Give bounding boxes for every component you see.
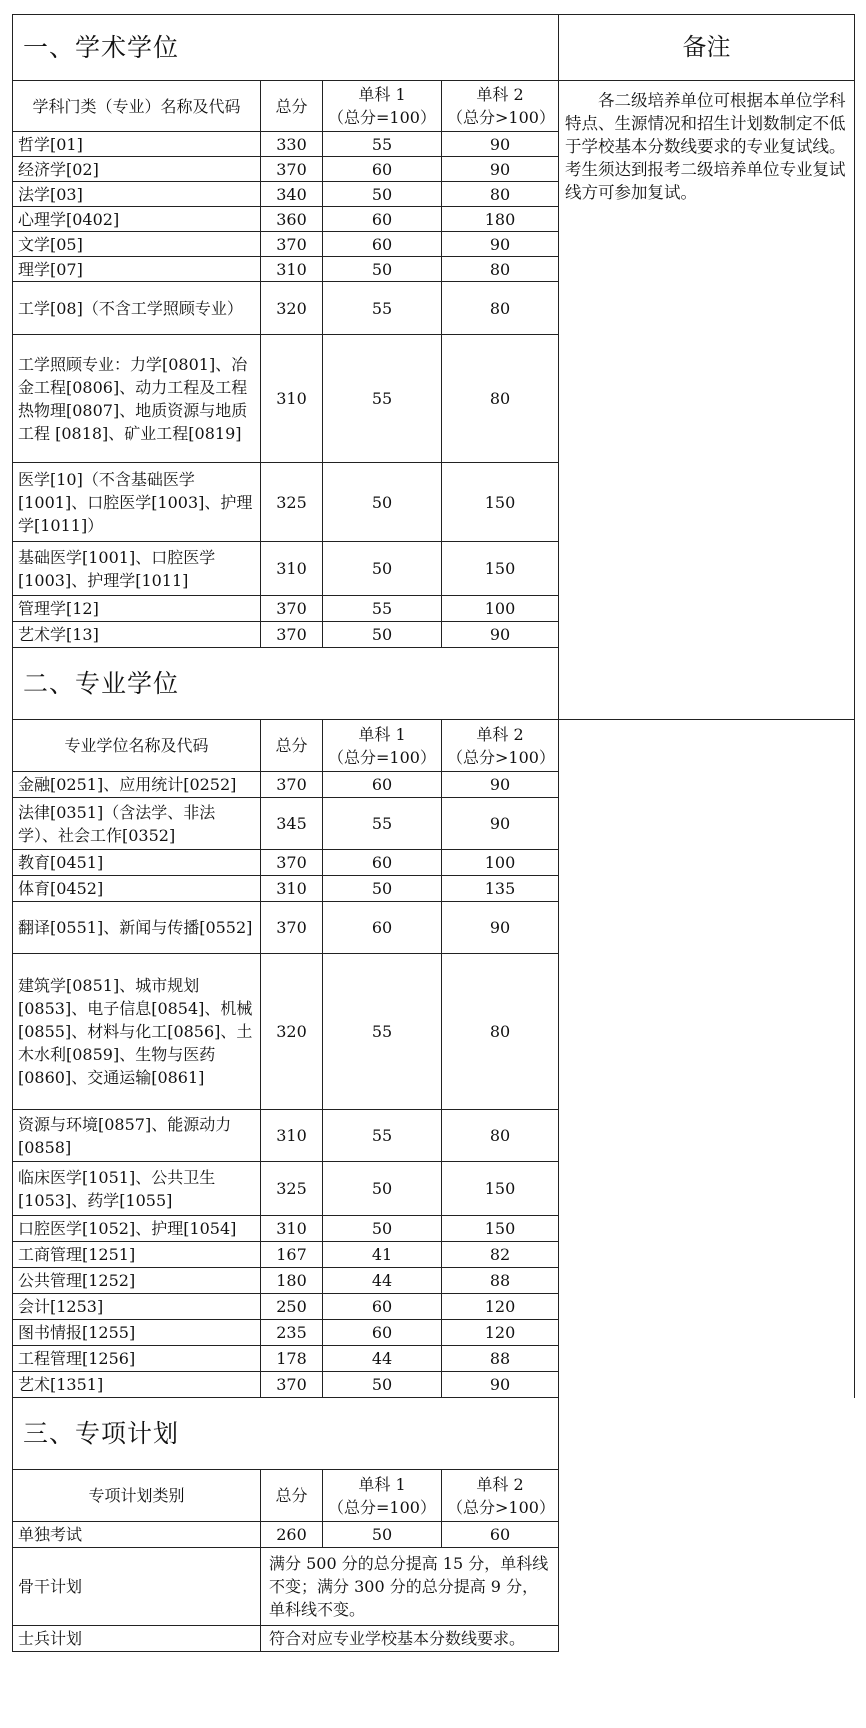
table-row bbox=[13, 1548, 855, 1626]
column-header-total: 总分 bbox=[261, 1470, 323, 1522]
single1-label: 单科 1 bbox=[358, 724, 406, 744]
row-name: 工程管理[1256] bbox=[13, 1346, 261, 1372]
score-table bbox=[12, 14, 855, 1652]
row-total: 370 bbox=[261, 850, 323, 876]
row-note: 符合对应专业学校基本分数线要求。 bbox=[261, 1626, 559, 1652]
row-single2: 90 bbox=[442, 622, 559, 648]
row-single2: 80 bbox=[442, 1110, 559, 1162]
row-total: 325 bbox=[261, 463, 323, 542]
single2-label: 单科 2 bbox=[476, 724, 524, 744]
row-name: 管理学[12] bbox=[13, 596, 261, 622]
row-name: 骨干计划 bbox=[13, 1548, 261, 1626]
row-total: 310 bbox=[261, 542, 323, 596]
row-total: 370 bbox=[261, 232, 323, 257]
section-title-special: 三、专项计划 bbox=[13, 1398, 559, 1470]
row-name: 医学[10]（不含基础医学[1001]、口腔医学[1003]、护理学[1011]） bbox=[13, 463, 261, 542]
row-single1: 60 bbox=[323, 157, 442, 182]
row-single2: 90 bbox=[442, 232, 559, 257]
single2-sub: （总分>100） bbox=[447, 108, 555, 127]
row-single2: 120 bbox=[442, 1294, 559, 1320]
row-single2: 90 bbox=[442, 157, 559, 182]
row-single1: 50 bbox=[323, 1162, 442, 1216]
table-row bbox=[13, 1162, 855, 1216]
row-name: 哲学[01] bbox=[13, 132, 261, 157]
row-single1: 44 bbox=[323, 1346, 442, 1372]
row-name: 资源与环境[0857]、能源动力[0858] bbox=[13, 1110, 261, 1162]
row-single1: 60 bbox=[323, 850, 442, 876]
row-name: 金融[0251]、应用统计[0252] bbox=[13, 772, 261, 798]
row-single1: 50 bbox=[323, 1522, 442, 1548]
table-row bbox=[13, 1320, 855, 1346]
row-name: 图书情报[1255] bbox=[13, 1320, 261, 1346]
row-single2: 100 bbox=[442, 596, 559, 622]
row-single2: 180 bbox=[442, 207, 559, 232]
row-single2: 90 bbox=[442, 772, 559, 798]
row-total: 178 bbox=[261, 1346, 323, 1372]
row-single1: 60 bbox=[323, 1294, 442, 1320]
row-name: 法律[0351]（含法学、非法学）、社会工作[0352] bbox=[13, 798, 261, 850]
row-single1: 60 bbox=[323, 207, 442, 232]
row-single1: 50 bbox=[323, 876, 442, 902]
row-single1: 41 bbox=[323, 1242, 442, 1268]
row-total: 370 bbox=[261, 596, 323, 622]
table-row bbox=[13, 798, 855, 850]
single2-label: 单科 2 bbox=[476, 85, 524, 104]
row-name: 公共管理[1252] bbox=[13, 1268, 261, 1294]
table-row bbox=[13, 902, 855, 954]
row-total: 370 bbox=[261, 622, 323, 648]
row-single2: 82 bbox=[442, 1242, 559, 1268]
row-total: 167 bbox=[261, 1242, 323, 1268]
column-header-total: 总分 bbox=[261, 720, 323, 772]
table-row bbox=[13, 1522, 855, 1548]
row-name: 翻译[0551]、新闻与传播[0552] bbox=[13, 902, 261, 954]
table-row bbox=[13, 772, 855, 798]
row-single2: 150 bbox=[442, 542, 559, 596]
row-single1: 55 bbox=[323, 798, 442, 850]
row-single2: 150 bbox=[442, 463, 559, 542]
row-total: 310 bbox=[261, 1110, 323, 1162]
row-single2: 80 bbox=[442, 335, 559, 463]
single1-sub: （总分=100） bbox=[328, 108, 436, 127]
table-row bbox=[13, 1242, 855, 1268]
row-total: 345 bbox=[261, 798, 323, 850]
remark-title: 备注 bbox=[559, 15, 855, 81]
column-header-single1 bbox=[323, 1470, 442, 1522]
row-total: 310 bbox=[261, 257, 323, 282]
row-single2: 150 bbox=[442, 1162, 559, 1216]
row-single2: 120 bbox=[442, 1320, 559, 1346]
column-header-single1 bbox=[323, 81, 442, 132]
table-row bbox=[13, 1372, 855, 1398]
single1-sub: （总分=100） bbox=[328, 1497, 436, 1517]
table-row bbox=[13, 1626, 855, 1652]
row-name: 文学[05] bbox=[13, 232, 261, 257]
row-single2: 90 bbox=[442, 132, 559, 157]
single1-sub: （总分=100） bbox=[328, 747, 436, 767]
row-name: 工商管理[1251] bbox=[13, 1242, 261, 1268]
row-name: 艺术[1351] bbox=[13, 1372, 261, 1398]
row-single2: 150 bbox=[442, 1216, 559, 1242]
row-total: 235 bbox=[261, 1320, 323, 1346]
row-total: 310 bbox=[261, 335, 323, 463]
row-single1: 55 bbox=[323, 335, 442, 463]
row-name: 法学[03] bbox=[13, 182, 261, 207]
row-name: 理学[07] bbox=[13, 257, 261, 282]
single2-sub: （总分>100） bbox=[447, 747, 555, 767]
row-name: 基础医学[1001]、口腔医学[1003]、护理学[1011] bbox=[13, 542, 261, 596]
column-header-single1 bbox=[323, 720, 442, 772]
row-single2: 88 bbox=[442, 1268, 559, 1294]
table-row bbox=[13, 876, 855, 902]
row-name: 单独考试 bbox=[13, 1522, 261, 1548]
single2-sub: （总分>100） bbox=[447, 1497, 555, 1517]
table-row bbox=[13, 1110, 855, 1162]
row-name: 经济学[02] bbox=[13, 157, 261, 182]
single1-label: 单科 1 bbox=[358, 1474, 406, 1494]
row-single2: 90 bbox=[442, 902, 559, 954]
row-name: 口腔医学[1052]、护理[1054] bbox=[13, 1216, 261, 1242]
row-single2: 80 bbox=[442, 954, 559, 1110]
row-single1: 50 bbox=[323, 1372, 442, 1398]
row-total: 320 bbox=[261, 954, 323, 1110]
row-total: 250 bbox=[261, 1294, 323, 1320]
row-single1: 60 bbox=[323, 1320, 442, 1346]
row-name: 心理学[0402] bbox=[13, 207, 261, 232]
column-header-single2 bbox=[442, 1470, 559, 1522]
row-single1: 60 bbox=[323, 772, 442, 798]
row-total: 260 bbox=[261, 1522, 323, 1548]
row-name: 工学照顾专业：力学[0801]、冶金工程[0806]、动力工程及工程热物理[0807]、地质资源与地质工程 [0818]、矿业工程[0819] bbox=[13, 335, 261, 463]
row-single1: 50 bbox=[323, 542, 442, 596]
row-total: 320 bbox=[261, 282, 323, 335]
row-total: 370 bbox=[261, 772, 323, 798]
row-single2: 80 bbox=[442, 257, 559, 282]
remark-text: 各二级培养单位可根据本单位学科特点、生源情况和招生计划数制定不低于学校基本分数线要求的专业复试线。考生须达到报考二级培养单位专业复试线方可参加复试。 bbox=[559, 81, 855, 720]
row-total: 370 bbox=[261, 902, 323, 954]
row-name: 士兵计划 bbox=[13, 1626, 261, 1652]
row-single1: 60 bbox=[323, 902, 442, 954]
table-row bbox=[13, 1294, 855, 1320]
row-single2: 80 bbox=[442, 182, 559, 207]
row-note: 满分 500 分的总分提高 15 分，单科线不变；满分 300 分的总分提高 9 分，单科线不变。 bbox=[261, 1548, 559, 1626]
row-total: 325 bbox=[261, 1162, 323, 1216]
row-single1: 44 bbox=[323, 1268, 442, 1294]
column-header-professional-name: 专业学位名称及代码 bbox=[13, 720, 261, 772]
row-total: 310 bbox=[261, 1216, 323, 1242]
single2-label: 单科 2 bbox=[476, 1474, 524, 1494]
row-name: 临床医学[1051]、公共卫生[1053]、药学[1055] bbox=[13, 1162, 261, 1216]
row-name: 工学[08]（不含工学照顾专业） bbox=[13, 282, 261, 335]
row-single2: 88 bbox=[442, 1346, 559, 1372]
row-single2: 100 bbox=[442, 850, 559, 876]
single1-label: 单科 1 bbox=[358, 85, 406, 104]
row-total: 360 bbox=[261, 207, 323, 232]
row-name: 体育[0452] bbox=[13, 876, 261, 902]
row-total: 180 bbox=[261, 1268, 323, 1294]
table-row bbox=[13, 850, 855, 876]
row-single1: 50 bbox=[323, 257, 442, 282]
row-total: 310 bbox=[261, 876, 323, 902]
row-single1: 55 bbox=[323, 282, 442, 335]
row-name: 艺术学[13] bbox=[13, 622, 261, 648]
row-single1: 50 bbox=[323, 182, 442, 207]
column-header-academic-name: 学科门类（专业）名称及代码 bbox=[13, 81, 261, 132]
table-row bbox=[13, 1216, 855, 1242]
row-single1: 60 bbox=[323, 232, 442, 257]
row-single1: 50 bbox=[323, 622, 442, 648]
row-name: 会计[1253] bbox=[13, 1294, 261, 1320]
row-single2: 135 bbox=[442, 876, 559, 902]
row-single2: 90 bbox=[442, 798, 559, 850]
table-row bbox=[13, 1346, 855, 1372]
row-name: 建筑学[0851]、城市规划[0853]、电子信息[0854]、机械[0855]、材料与化工[0856]、土木水利[0859]、生物与医药[0860]、交通运输[0861] bbox=[13, 954, 261, 1110]
table-row bbox=[13, 1268, 855, 1294]
row-total: 370 bbox=[261, 1372, 323, 1398]
row-single1: 55 bbox=[323, 132, 442, 157]
row-single1: 50 bbox=[323, 463, 442, 542]
section-title-professional: 二、专业学位 bbox=[13, 648, 559, 720]
column-header-single2 bbox=[442, 81, 559, 132]
row-single1: 55 bbox=[323, 596, 442, 622]
section-title-academic: 一、学术学位 bbox=[13, 15, 559, 81]
column-header-special-name: 专项计划类别 bbox=[13, 1470, 261, 1522]
column-header-total: 总分 bbox=[261, 81, 323, 132]
row-total: 370 bbox=[261, 157, 323, 182]
table-row bbox=[13, 954, 855, 1110]
column-header-single2 bbox=[442, 720, 559, 772]
row-single1: 50 bbox=[323, 1216, 442, 1242]
row-single2: 80 bbox=[442, 282, 559, 335]
row-name: 教育[0451] bbox=[13, 850, 261, 876]
row-single2: 90 bbox=[442, 1372, 559, 1398]
row-single1: 55 bbox=[323, 1110, 442, 1162]
row-total: 340 bbox=[261, 182, 323, 207]
row-total: 330 bbox=[261, 132, 323, 157]
row-single1: 55 bbox=[323, 954, 442, 1110]
row-single2: 60 bbox=[442, 1522, 559, 1548]
